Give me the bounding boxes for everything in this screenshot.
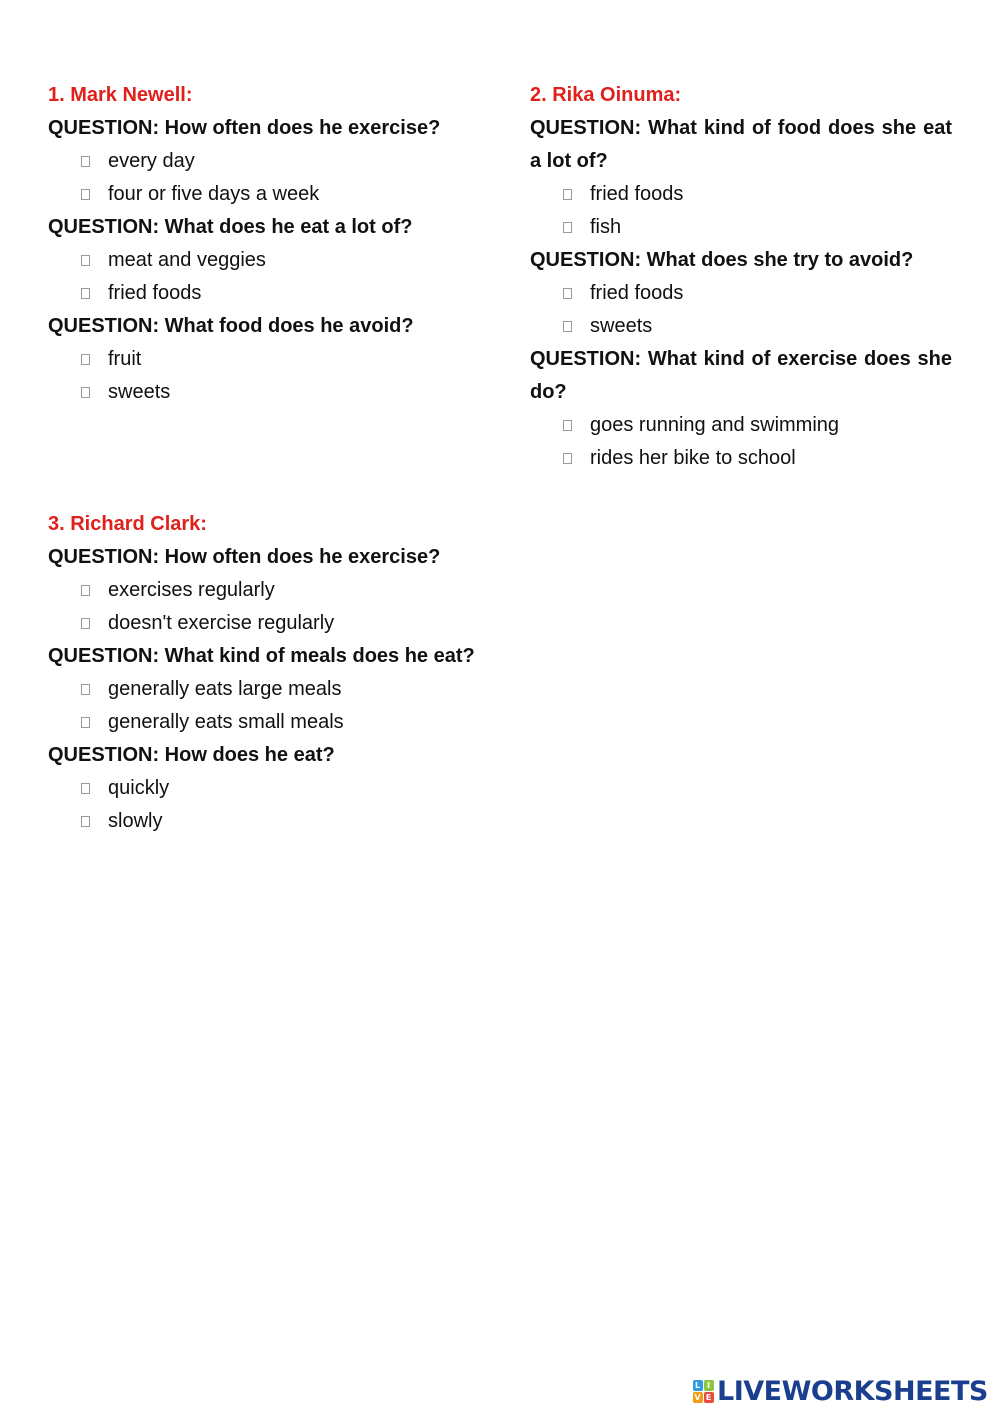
checkbox-icon[interactable] bbox=[563, 420, 572, 431]
checkbox-icon[interactable] bbox=[563, 453, 572, 464]
checkbox-icon[interactable] bbox=[81, 783, 90, 794]
option-label: fried foods bbox=[590, 183, 684, 205]
question: QUESTION: How often does he exercise? bbox=[48, 117, 441, 139]
answer-option[interactable] bbox=[48, 574, 528, 607]
answer-option[interactable] bbox=[530, 277, 952, 310]
liveworksheets-logo bbox=[692, 1375, 988, 1407]
option-label: exercises regularly bbox=[108, 579, 275, 601]
option-label: fried foods bbox=[590, 282, 684, 304]
answer-option[interactable] bbox=[48, 277, 470, 310]
logo-mark-icon bbox=[692, 1379, 714, 1403]
answer-option[interactable] bbox=[48, 178, 470, 211]
option-label: fruit bbox=[108, 348, 142, 370]
option-label: goes running and swimming bbox=[590, 414, 840, 436]
answer-option[interactable] bbox=[530, 211, 952, 244]
logo-mark-tile: V bbox=[694, 1392, 701, 1402]
question: QUESTION: How does he eat? bbox=[48, 744, 335, 766]
option-label: every day bbox=[108, 150, 195, 172]
checkbox-icon[interactable] bbox=[563, 189, 572, 200]
answer-option[interactable] bbox=[530, 310, 952, 343]
checkbox-icon[interactable] bbox=[81, 288, 90, 299]
checkbox-icon[interactable] bbox=[81, 189, 90, 200]
answer-option[interactable] bbox=[48, 145, 470, 178]
person-title: 3. Richard Clark: bbox=[48, 513, 207, 535]
answer-option[interactable] bbox=[48, 343, 470, 376]
section-mark-newell bbox=[48, 79, 470, 409]
option-label: slowly bbox=[108, 810, 163, 832]
checkbox-icon[interactable] bbox=[81, 255, 90, 266]
section-rika-oinuma bbox=[530, 79, 952, 475]
question: QUESTION: How often does he exercise? bbox=[48, 546, 441, 568]
option-label: sweets bbox=[590, 315, 653, 337]
logo-mark-tile: E bbox=[704, 1392, 714, 1403]
logo-text: LIVEWORKSHEETS bbox=[717, 1375, 988, 1407]
option-label: quickly bbox=[108, 777, 170, 799]
question: QUESTION: What kind of meals does he eat? bbox=[48, 645, 475, 667]
checkbox-icon[interactable] bbox=[81, 585, 90, 596]
checkbox-icon[interactable] bbox=[563, 288, 572, 299]
answer-option[interactable] bbox=[530, 442, 952, 475]
checkbox-icon[interactable] bbox=[563, 222, 572, 233]
option-label: sweets bbox=[108, 381, 171, 403]
question: QUESTION: What kind of food does she eat a lot of? bbox=[530, 117, 952, 172]
checkbox-icon[interactable] bbox=[563, 321, 572, 332]
answer-option[interactable] bbox=[530, 409, 952, 442]
option-label: four or five days a week bbox=[108, 183, 320, 205]
logo-mark-tile: I bbox=[704, 1380, 714, 1391]
answer-option[interactable] bbox=[530, 178, 952, 211]
answer-option[interactable] bbox=[48, 673, 528, 706]
section-richard-clark bbox=[48, 508, 528, 838]
question: QUESTION: What does he eat a lot of? bbox=[48, 216, 413, 238]
person-title: 1. Mark Newell: bbox=[48, 84, 193, 106]
option-label: meat and veggies bbox=[108, 249, 266, 271]
checkbox-icon[interactable] bbox=[81, 684, 90, 695]
answer-option[interactable] bbox=[48, 607, 528, 640]
answer-option[interactable] bbox=[48, 772, 528, 805]
option-label: rides her bike to school bbox=[590, 447, 796, 469]
question: QUESTION: What food does he avoid? bbox=[48, 315, 414, 337]
checkbox-icon[interactable] bbox=[81, 156, 90, 167]
option-label: generally eats large meals bbox=[108, 678, 342, 700]
person-title: 2. Rika Oinuma: bbox=[530, 84, 682, 106]
checkbox-icon[interactable] bbox=[81, 387, 90, 398]
answer-option[interactable] bbox=[48, 244, 470, 277]
question: QUESTION: What does she try to avoid? bbox=[530, 249, 914, 271]
answer-option[interactable] bbox=[48, 706, 528, 739]
option-label: doesn't exercise regularly bbox=[108, 612, 335, 634]
checkbox-icon[interactable] bbox=[81, 717, 90, 728]
answer-option[interactable] bbox=[48, 376, 470, 409]
answer-option[interactable] bbox=[48, 805, 528, 838]
checkbox-icon[interactable] bbox=[81, 618, 90, 629]
option-label: fried foods bbox=[108, 282, 202, 304]
checkbox-icon[interactable] bbox=[81, 816, 90, 827]
logo-mark-tile: L bbox=[693, 1380, 703, 1391]
question: QUESTION: What kind of exercise does she do? bbox=[530, 348, 952, 403]
option-label: fish bbox=[590, 216, 622, 238]
checkbox-icon[interactable] bbox=[81, 354, 90, 365]
option-label: generally eats small meals bbox=[108, 711, 344, 733]
